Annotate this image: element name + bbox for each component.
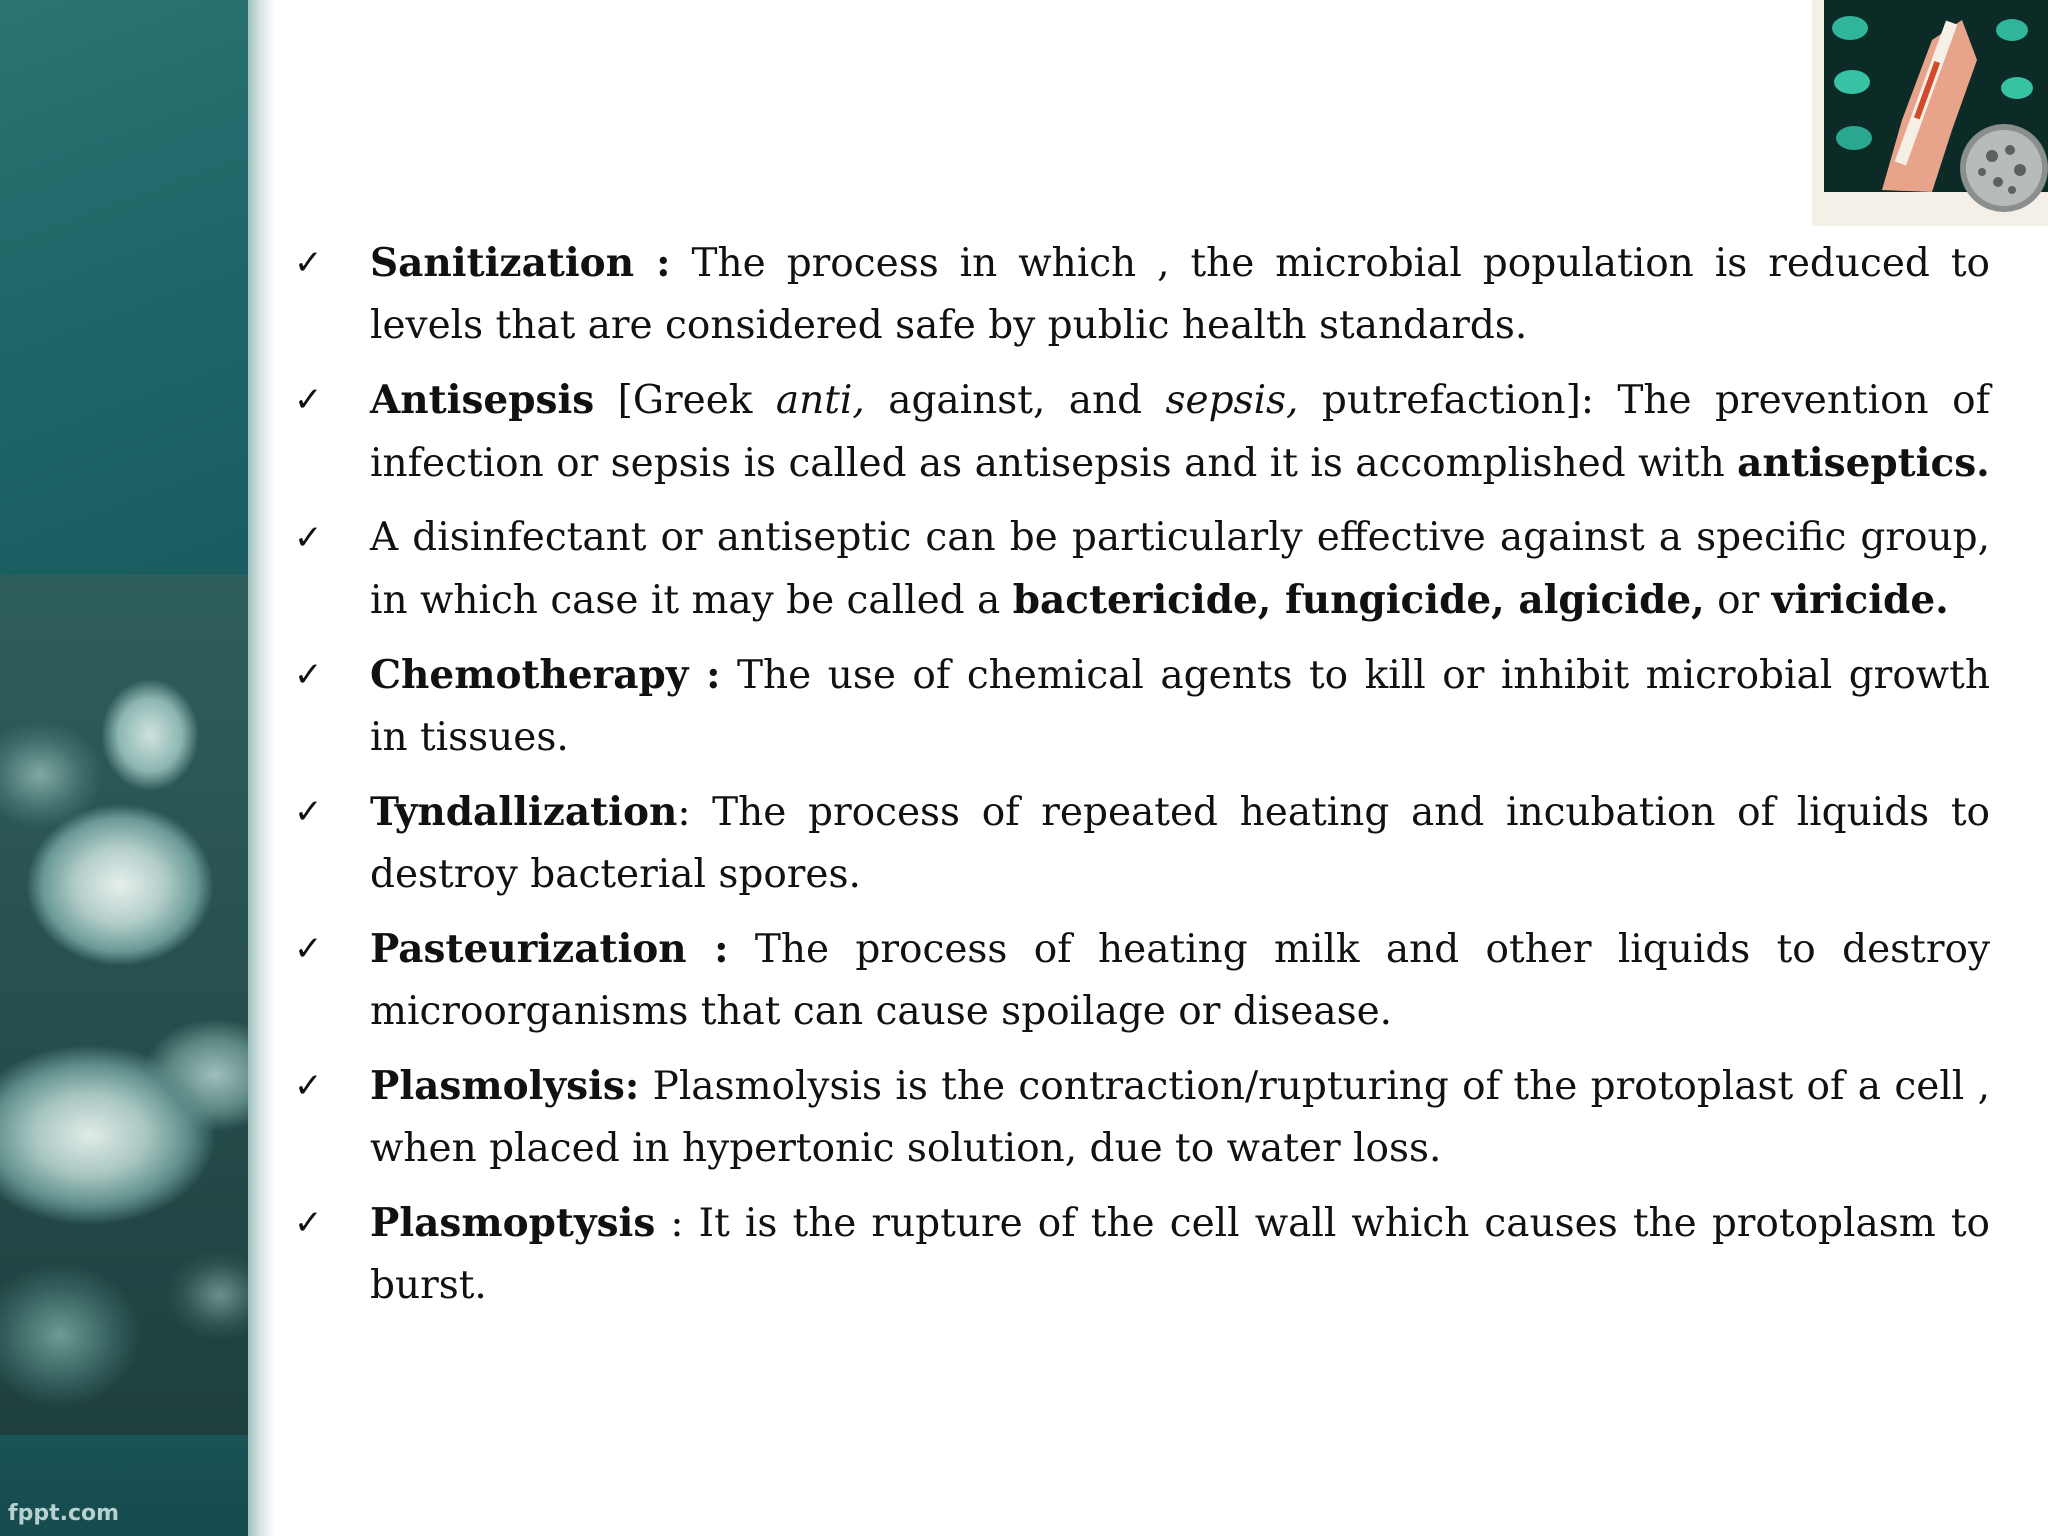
text-run: The process in which , the microbial population is reduced to levels that are considered safe by public health standards.: [370, 241, 1990, 348]
term-italic: anti,: [775, 378, 865, 423]
term-bold: viricide.: [1771, 577, 1949, 623]
list-item-text: [370, 369, 1990, 495]
list-item: [290, 918, 1990, 1043]
watermark-text: fppt.com: [8, 1501, 120, 1526]
checkmark-icon: ✓: [294, 1066, 323, 1106]
term-bold: Pasteurization :: [370, 926, 729, 972]
term-bold: bactericide, fungicide, algicide,: [1012, 577, 1705, 623]
list-item-text: [370, 781, 1990, 906]
term-bold: Chemotherapy :: [370, 652, 721, 698]
list-item-text: [370, 1192, 1990, 1317]
checkmark-icon: ✓: [294, 243, 323, 283]
list-item-text: [370, 1055, 1990, 1180]
checkmark-icon: ✓: [294, 929, 323, 969]
text-run: [Greek: [594, 378, 776, 423]
microbe-micrograph-image: [0, 575, 248, 1435]
list-item-text: [370, 918, 1990, 1043]
text-run: : It is the rupture of the cell wall which causes the protoplasm to burst.: [370, 1201, 1990, 1308]
text-run: against, and: [864, 378, 1166, 423]
checkmark-icon: ✓: [294, 380, 323, 420]
checkmark-icon: ✓: [294, 792, 323, 832]
term-bold: Tyndallization: [370, 789, 678, 835]
text-run: Plasmolysis is the contraction/rupturing of the protoplast of a cell , when placed in hypertonic solution, due to water loss.: [370, 1064, 1990, 1171]
sidebar-decoration: [0, 0, 248, 1536]
list-item-text: [370, 507, 1990, 632]
text-run: : The process of repeated heating and incubation of liquids to destroy bacterial spores.: [370, 790, 1990, 897]
term-bold: Sanitization :: [370, 240, 671, 286]
list-item-text: [370, 644, 1990, 769]
term-italic: sepsis,: [1165, 378, 1299, 423]
text-run: A disinfectant or antiseptic can be particularly effective against a specific group, in which case it may be called a: [370, 515, 1990, 623]
list-item: [290, 1055, 1990, 1180]
list-item: [290, 644, 1990, 769]
list-item: [290, 1192, 1990, 1317]
term-bold: Antisepsis: [370, 377, 595, 423]
text-run: The use of chemical agents to kill or inhibit microbial growth in tissues.: [370, 653, 1990, 760]
syringe-virus-image: [1812, 0, 2048, 226]
term-bold: Plasmoptysis: [370, 1200, 656, 1246]
checkmark-icon: ✓: [294, 1203, 323, 1243]
term-bold: Plasmolysis:: [370, 1063, 640, 1109]
list-item: [290, 232, 1990, 357]
checkmark-icon: ✓: [294, 518, 323, 558]
list-item: [290, 507, 1990, 632]
sidebar-edge-fade: [248, 0, 276, 1536]
term-bold: antiseptics.: [1737, 440, 1990, 486]
sidebar-teal-band: [0, 0, 248, 575]
list-item-text: [370, 232, 1990, 357]
bullet-list: [290, 232, 1990, 1329]
checkmark-icon: ✓: [294, 655, 323, 695]
list-item: [290, 369, 1990, 495]
text-run: The process of heating milk and other liquids to destroy microorganisms that can cause spoilage or disease.: [370, 927, 1990, 1034]
text-run: putrefaction]: The prevention of infection or sepsis is called as antisepsis and it is accomplished with: [370, 378, 1991, 486]
list-item: [290, 781, 1990, 906]
sidebar-footer-band: [0, 1435, 248, 1536]
text-run: or: [1704, 578, 1772, 623]
